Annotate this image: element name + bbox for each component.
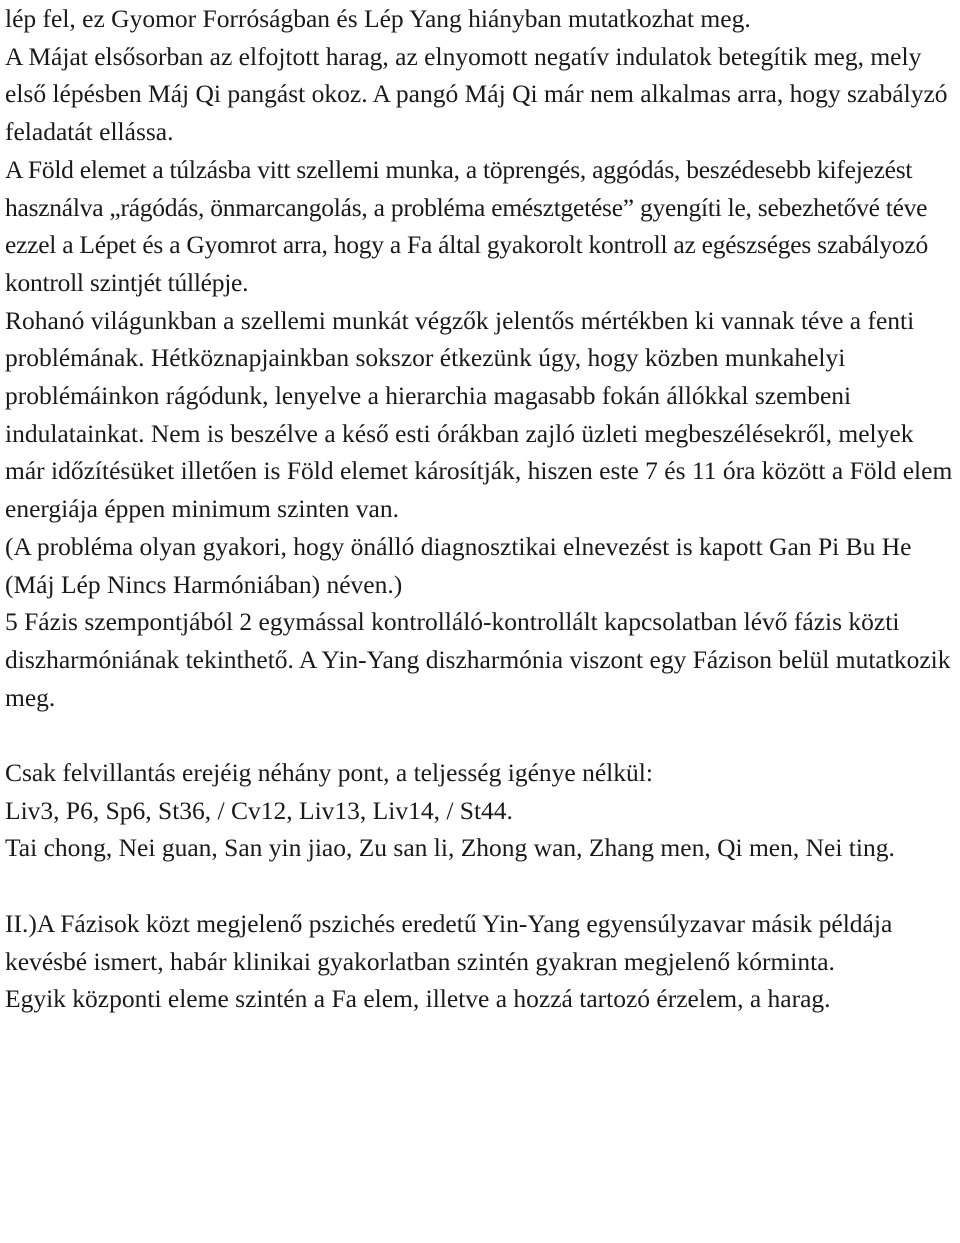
paragraph-point-codes: Liv3, P6, Sp6, St36, / Cv12, Liv13, Liv14, / St44. (5, 795, 513, 825)
paragraph-continuation: lép fel, ez Gyomor Forróságban és Lép Yang hiányban mutatkozhat meg. (5, 4, 751, 33)
paragraph-liver-anger: A Májat elsősorban az elfojtott harag, az elnyomott negatív indulatok betegítik meg, mely első lépésben Máj Qi pangást okoz. A pangó Máj Qi már nem alkalmas arra, hogy szabályzó feladatát ellássa. (5, 41, 954, 147)
paragraph-wood-element: Egyik központi eleme szintén a Fa elem, illetve a hozzá tartozó érzelem, a harag. (5, 984, 831, 1014)
paragraph-five-phases: 5 Fázis szempontjából 2 egymással kontrolláló-kontrollált kapcsolatban lévő fázis közti diszharmóniának tekinthető. A Yin-Yang diszharmónia viszont egy Fázison belül mutatkozik meg. (5, 607, 957, 712)
blank-line (5, 716, 955, 754)
document-page (5, 0, 959, 1018)
paragraph-section-two: II.)A Fázisok közt megjelenő pszichés eredetű Yin-Yang egyensúlyzavar másik példája kevésbé ismert, habár klinikai gyakorlatban szintén gyakran megjelenő kórminta. (5, 908, 899, 976)
paragraph-modern-world: Rohanó világunkban a szellemi munkát végzők jelentős mértékben ki vannak téve a fenti problémának. Hétköznapjainkban sokszor étkezünk úgy, hogy közben munkahelyi problémáinkon rágódunk, lenyelve a hierarchia magasabb fokán állókkal szembeni indulatainkat. Nem is beszélve a késő esti órákban zajló üzleti megbeszélésekről, melyek már időzítésüket illetően is Föld elemet károsítják, hiszen este 7 és 11 óra között a Föld elem energiája éppen minimum szinten van. (5, 305, 959, 524)
blank-line (5, 867, 955, 905)
paragraph-gan-pi-bu-he: (A probléma olyan gyakori, hogy önálló diagnosztikai elnevezést is kapott Gan Pi Bu He (Máj Lép Nincs Harmóniában) néven.) (5, 531, 918, 599)
paragraph-earth-element: A Föld elemet a túlzásba vitt szellemi munka, a töprengés, aggódás, beszédesebb kifejezést használva „rágódás, önmarcangolás, a probléma emésztgetése” gyengíti le, sebezhetővé téve ezzel a Lépet és a Gyomrot arra, hogy a Fa által gyakorolt kontroll az egészséges szabályozó kontroll szintjét túllépje. (5, 154, 935, 297)
paragraph-points-intro: Csak felvillantás erejéig néhány pont, a teljesség igénye nélkül: (5, 758, 653, 788)
paragraph-point-names: Tai chong, Nei guan, San yin jiao, Zu san li, Zhong wan, Zhang men, Qi men, Nei ting. (5, 833, 895, 863)
